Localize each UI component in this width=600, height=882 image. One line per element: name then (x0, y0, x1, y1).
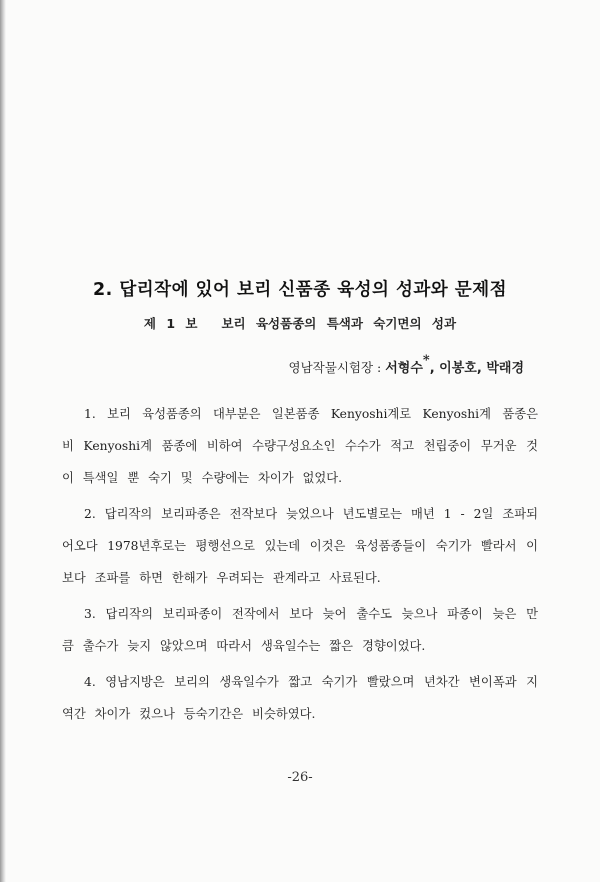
document-subtitle (0, 314, 600, 332)
document-title: 2. 답리작에 있어 보리 신품종 육성의 성과와 문제점 (92, 280, 508, 300)
paragraph-1: 1. 보리 육성품종의 대부분은 일본품종 Kenyoshi계로 Kenyoshi계 품종은 비 Kenyoshi계 품종에 비하여 수량구성요소인 수수가 적고 천립중이 무거운 것이 특색일 뿐 숙기 및 수량에는 차이가 없었다. (62, 407, 538, 485)
paragraph-3: 3. 답리작의 보리파종이 전작에서 보다 늦어 출수도 늦으나 파종이 늦은 만큼 출수가 늦지 않았으며 따라서 생육일수는 짧은 경향이었다. (62, 607, 538, 653)
subtitle-text: 보리 육성품종의 특색과 숙기면의 성과 (221, 316, 457, 331)
affiliation: 영남작물시험장 : (288, 360, 386, 376)
first-author: 서형수 (385, 361, 423, 377)
paragraph-2: 2. 답리작의 보리파종은 전작보다 늦었으나 년도별로는 매년 1 - 2일 조파되어오다 1978년후로는 평행선으로 있는데 이것은 육성품종들이 숙기가 빨라서 이보다 조파를 하면 한해가 우려되는 관계라고 사료된다. (62, 507, 538, 585)
page-number: -26- (287, 770, 313, 785)
scan-edge (0, 0, 6, 882)
corresponding-mark: * (422, 353, 430, 368)
paragraph-4: 4. 영남지방은 보리의 생육일수가 짧고 숙기가 빨랐으며 년차간 변이폭과 지역간 차이가 컸으나 등숙기간은 비슷하였다. (62, 675, 538, 721)
co-authors: , 이봉호, 박래경 (429, 361, 524, 377)
body-text (62, 398, 538, 734)
section-label: 제 1 보 (143, 316, 198, 331)
author-line (288, 353, 524, 377)
